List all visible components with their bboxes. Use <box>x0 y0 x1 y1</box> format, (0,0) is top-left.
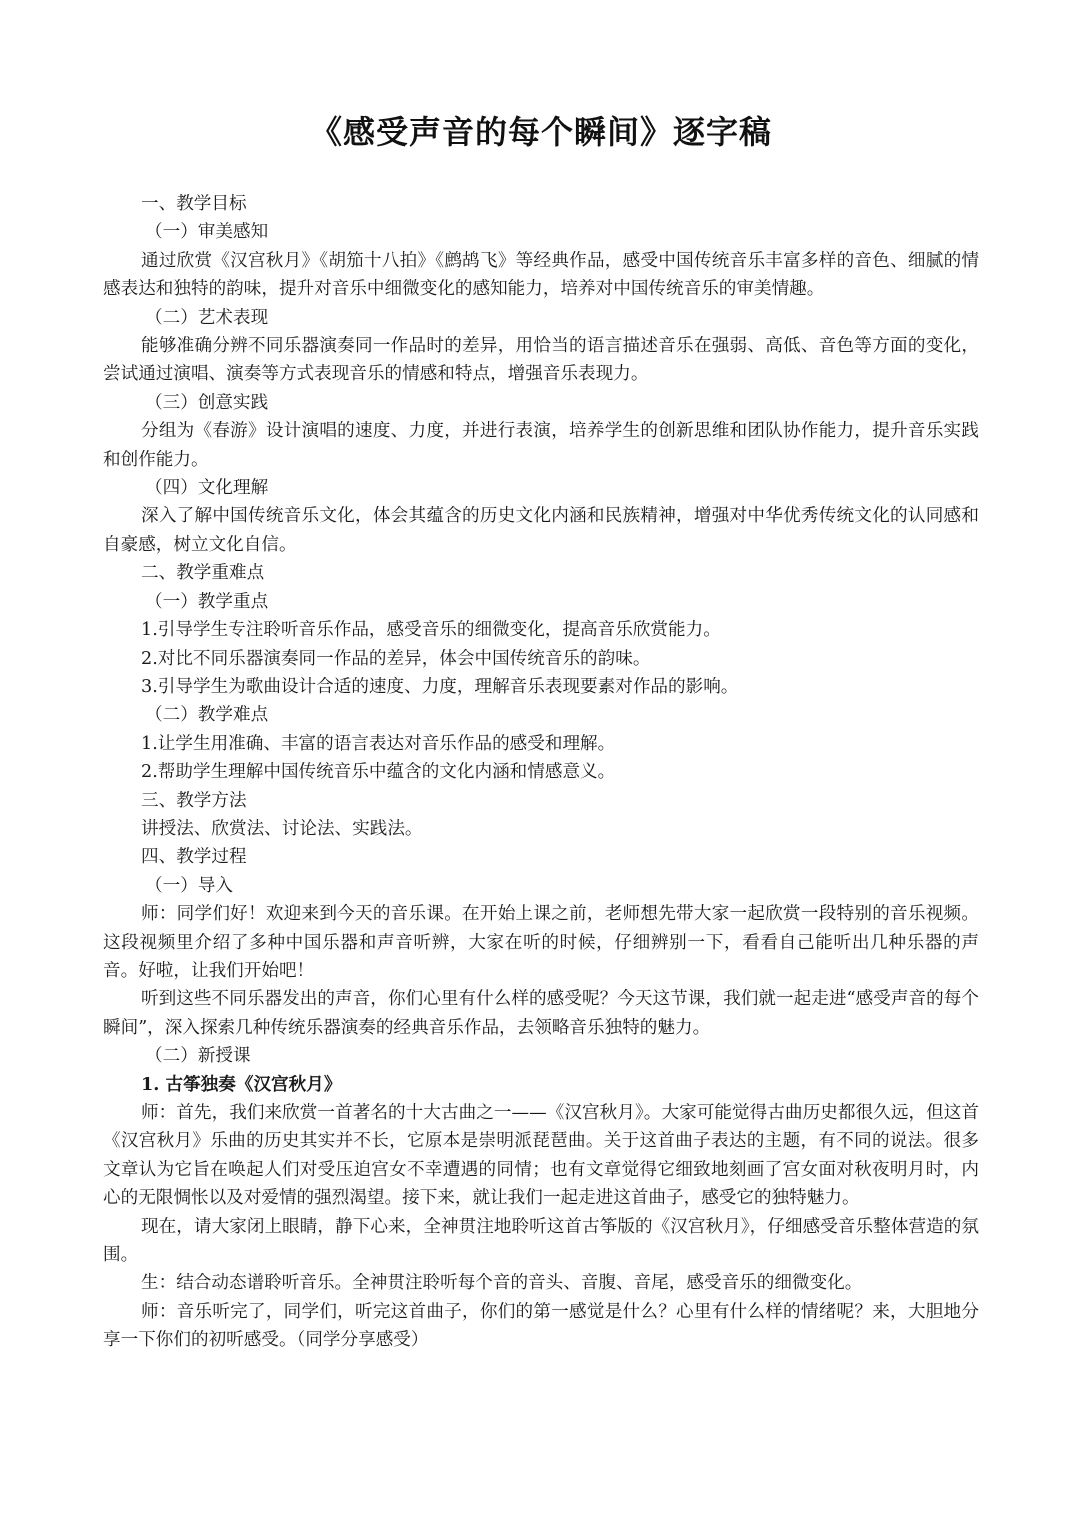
document-page <box>103 108 979 1355</box>
list-item: 3.引导学生为歌曲设计合适的速度、力度，理解音乐表现要素对作品的影响。 <box>141 676 739 697</box>
paragraph: 现在，请大家闭上眼睛，静下心来，全神贯注地聆听这首古筝版的《汉宫秋月》，仔细感受音乐整体营造的氛围。 <box>103 1216 979 1266</box>
paragraph: 分组为《春游》设计演唱的速度、力度，并进行表演，培养学生的创新思维和团队协作能力，提升音乐实践和创作能力。 <box>103 421 979 470</box>
list-item: 1.引导学生专注聆听音乐作品，感受音乐的细微变化，提高音乐欣赏能力。 <box>141 620 721 641</box>
subsection-heading: （一）导入 <box>145 875 233 896</box>
paragraph: 讲授法、欣赏法、讨论法、实践法。 <box>141 818 423 839</box>
section-heading: 一、教学目标 <box>141 194 247 214</box>
section-heading: 二、教学重难点 <box>141 563 265 584</box>
paragraph: 师：音乐听完了，同学们，听完这首曲子，你们的第一感觉是什么？心里有什么样的情绪呢？来，大胆地分享一下你们的初听感受。（同学分享感受） <box>103 1301 979 1351</box>
list-item: 2.帮助学生理解中国传统音乐中蕴含的文化内涵和情感意义。 <box>141 762 616 783</box>
subsection-heading: （二）艺术表现 <box>145 307 269 328</box>
section-heading: 三、教学方法 <box>141 790 247 811</box>
subsection-heading: （二）教学难点 <box>145 705 269 726</box>
paragraph: 师：同学们好！欢迎来到今天的音乐课。在开始上课之前，老师想先带大家一起欣赏一段特别的音乐视频。这段视频里介绍了多种中国乐器和声音听辨，大家在听的时候，仔细辨别一下，看看自己能听出几种乐器的声音。好啦，让我们开始吧！ <box>103 904 979 981</box>
paragraph: 能够准确分辨不同乐器演奏同一作品时的差异，用恰当的语言描述音乐在强弱、高低、音色等方面的变化，尝试通过演唱、演奏等方式表现音乐的情感和特点，增强音乐表现力。 <box>103 336 979 385</box>
subsection-heading: （一）教学重点 <box>145 591 269 612</box>
paragraph: 通过欣赏《汉宫秋月》《胡笳十八拍》《鹧鸪飞》等经典作品，感受中国传统音乐丰富多样的音色、细腻的情感表达和独特的韵味，提升对音乐中细微变化的感知能力，培养对中国传统音乐的审美情趣。 <box>103 250 979 300</box>
paragraph: 生：结合动态谱聆听音乐。全神贯注聆听每个音的音头、音腹、音尾，感受音乐的细微变化。 <box>141 1273 863 1294</box>
subsection-heading: （二）新授课 <box>145 1046 251 1067</box>
section-heading: 四、教学过程 <box>141 847 247 868</box>
subsection-heading: （一）审美感知 <box>145 222 269 243</box>
paragraph: 师：首先，我们来欣赏一首著名的十大古曲之一——《汉宫秋月》。大家可能觉得古曲历史都很久远，但这首《汉宫秋月》乐曲的历史其实并不长，它原本是崇明派琵琶曲。关于这首曲子表达的主题，有不同的说法。很多文章认为它旨在唤起人们对受压迫宫女不幸遭遇的同情；也有文章觉得它细致地刻画了宫女面对秋夜明月时，内心的无限惆怅以及对爱情的强烈渴望。接下来，就让我们一起走进这首曲子，感受它的独特魅力。 <box>103 1103 979 1209</box>
list-item: 1.让学生用准确、丰富的语言表达对音乐作品的感受和理解。 <box>141 733 616 754</box>
bold-subheading: 1. 古筝独奏《汉宫秋月》 <box>141 1073 342 1095</box>
paragraph: 听到这些不同乐器发出的声音，你们心里有什么样的感受呢？今天这节课，我们就一起走进“感受声音的每个瞬间”，深入探索几种传统乐器演奏的经典音乐作品，去领略音乐独特的魅力。 <box>103 989 979 1038</box>
list-item: 2.对比不同乐器演奏同一作品的差异，体会中国传统音乐的韵味。 <box>141 648 651 669</box>
document-title: 《感受声音的每个瞬间》逐字稿 <box>309 113 772 151</box>
paragraph: 深入了解中国传统音乐文化，体会其蕴含的历史文化内涵和民族精神，增强对中华优秀传统文化的认同感和自豪感，树立文化自信。 <box>103 506 979 555</box>
subsection-heading: （四）文化理解 <box>145 478 269 499</box>
subsection-heading: （三）创意实践 <box>145 392 269 413</box>
